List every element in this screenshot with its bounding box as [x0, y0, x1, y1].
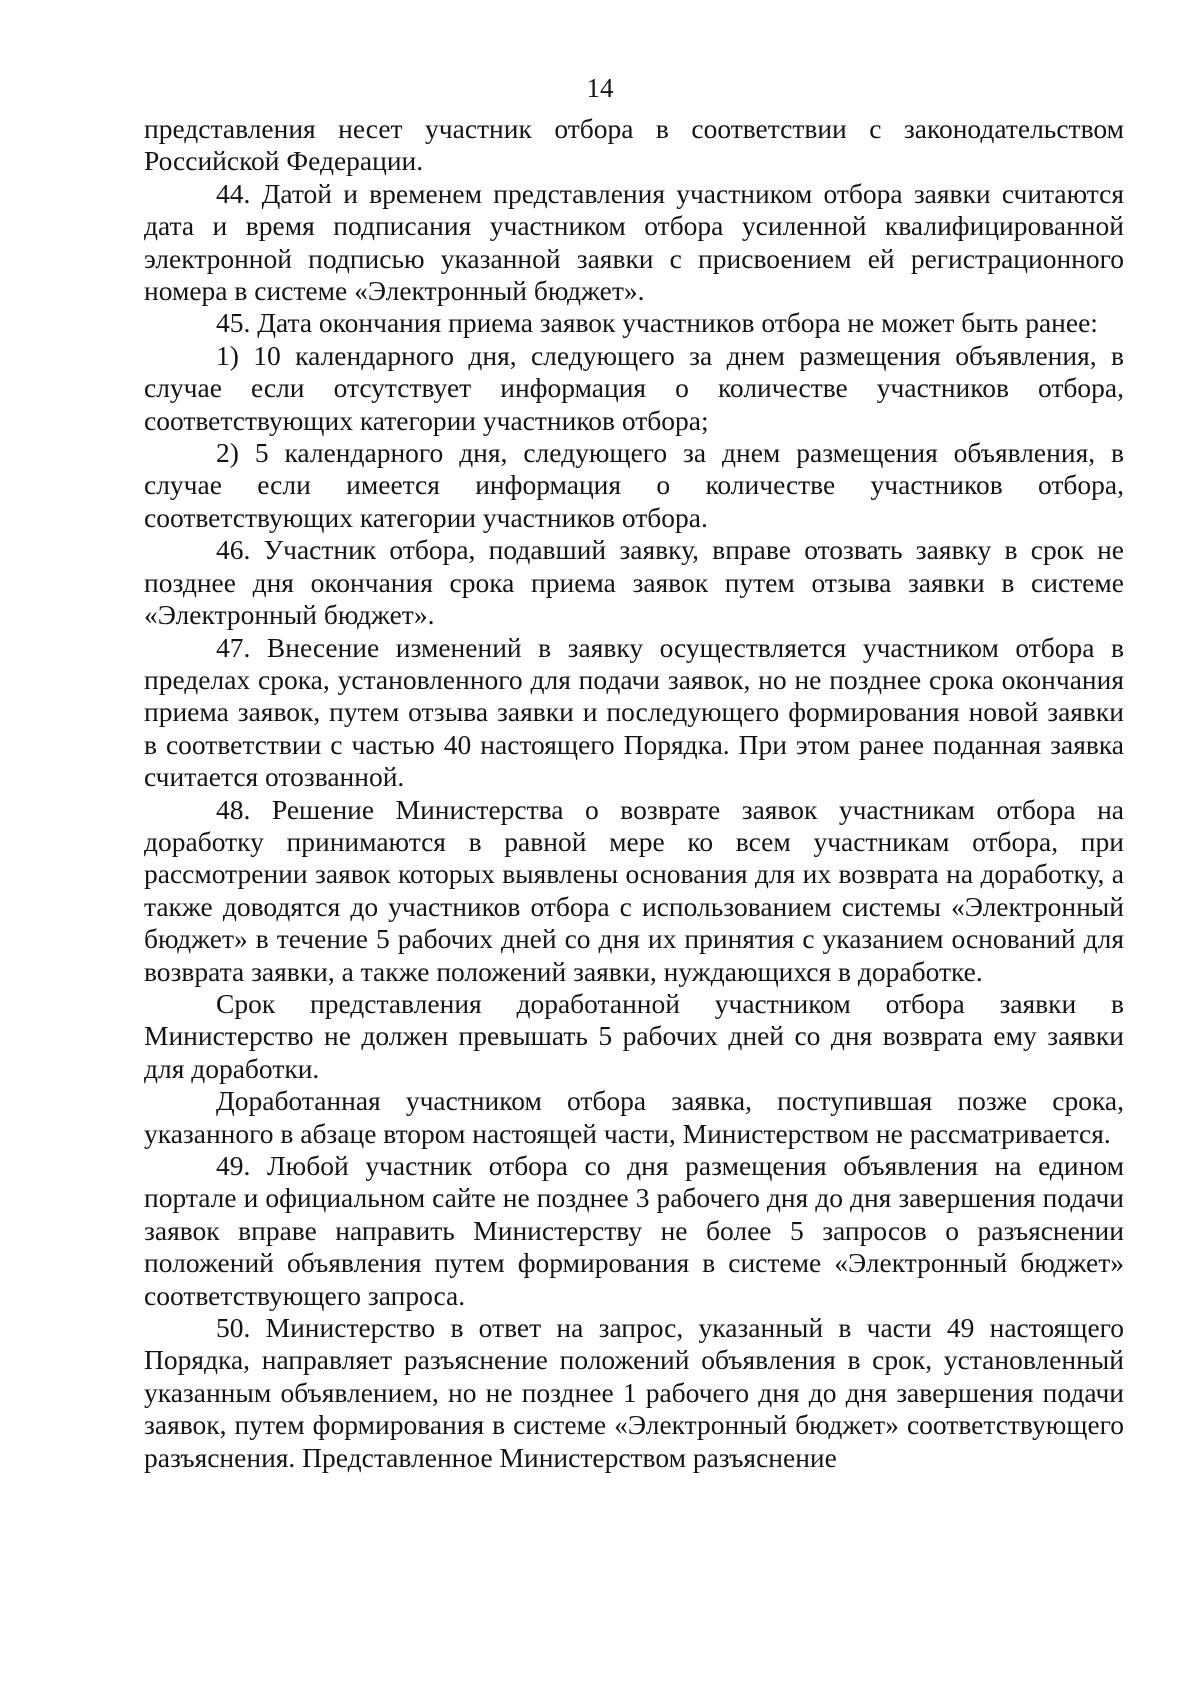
paragraph: представления несет участник отбора в соответствии с законодательством Российской Федерации. [144, 113, 1124, 177]
page-number: 14 [586, 73, 614, 103]
paragraph: 47. Внесение изменений в заявку осуществляется участником отбора в пределах срока, установленного для подачи заявок, но не позднее срока окончания приема заявок, путем отзыва заявки и последующего формирования новой заявки в соответствии с частью 40 настоящего Порядка. При этом ранее поданная заявка считается отозванной. [144, 631, 1124, 793]
paragraph: 49. Любой участник отбора со дня размещения объявления на едином портале и официальном сайте не позднее 3 рабочего дня до дня завершения подачи заявок вправе направить Министерству не более 5 запросов о разъяснении положений объявления путем формирования в системе «Электронный бюджет» соответствующего запроса. [144, 1150, 1124, 1311]
paragraph: 2) 5 календарного дня, следующего за днем размещения объявления, в случае если имеется информация о количестве участников отбора, соответствующих категории участников отбора. [144, 437, 1124, 533]
paragraph: Срок представления доработанной участником отбора заявки в Министерство не должен превышать 5 рабочих дней со дня возврата ему заявки для доработки. [144, 987, 1124, 1084]
paragraph: 44. Датой и временем представления участником отбора заявки считаются дата и время подписания участником отбора усиленной квалифицированной электронной подписью указанной заявки с присвоением ей регистрационного номера в системе «Электронный бюджет». [144, 177, 1124, 307]
paragraph: 45. Дата окончания приема заявок участников отбора не может быть ранее: [216, 307, 1098, 339]
paragraph: 1) 10 календарного дня, следующего за днем размещения объявления, в случае если отсутствует информация о количестве участников отбора, соответствующих категории участников отбора; [144, 339, 1124, 436]
paragraph: Доработанная участником отбора заявка, поступившая позже срока, указанного в абзаце втором настоящей части, Министерством не рассматривается. [144, 1085, 1124, 1149]
document-body [144, 113, 1124, 1474]
paragraph: 46. Участник отбора, подавший заявку, вправе отозвать заявку в срок не позднее дня окончания срока приема заявок путем отзыва заявки в системе «Электронный бюджет». [144, 534, 1124, 631]
paragraph: 50. Министерство в ответ на запрос, указанный в части 49 настоящего Порядка, направляет разъяснение положений объявления в срок, установленный указанным объявлением, но не позднее 1 рабочего дня до дня завершения подачи заявок, путем формирования в системе «Электронный бюджет» соответствующего разъяснения. Представленное Министерством разъяснение [144, 1312, 1124, 1473]
paragraph: 48. Решение Министерства о возврате заявок участникам отбора на доработку принимаются в равной мере ко всем участникам отбора, при рассмотрении заявок которых выявлены основания для их возврата на доработку, а также доводятся до участников отбора с использованием системы «Электронный бюджет» в течение 5 рабочих дней со дня их принятия с указанием оснований для возврата заявки, а также положений заявки, нуждающихся в доработке. [144, 793, 1124, 987]
